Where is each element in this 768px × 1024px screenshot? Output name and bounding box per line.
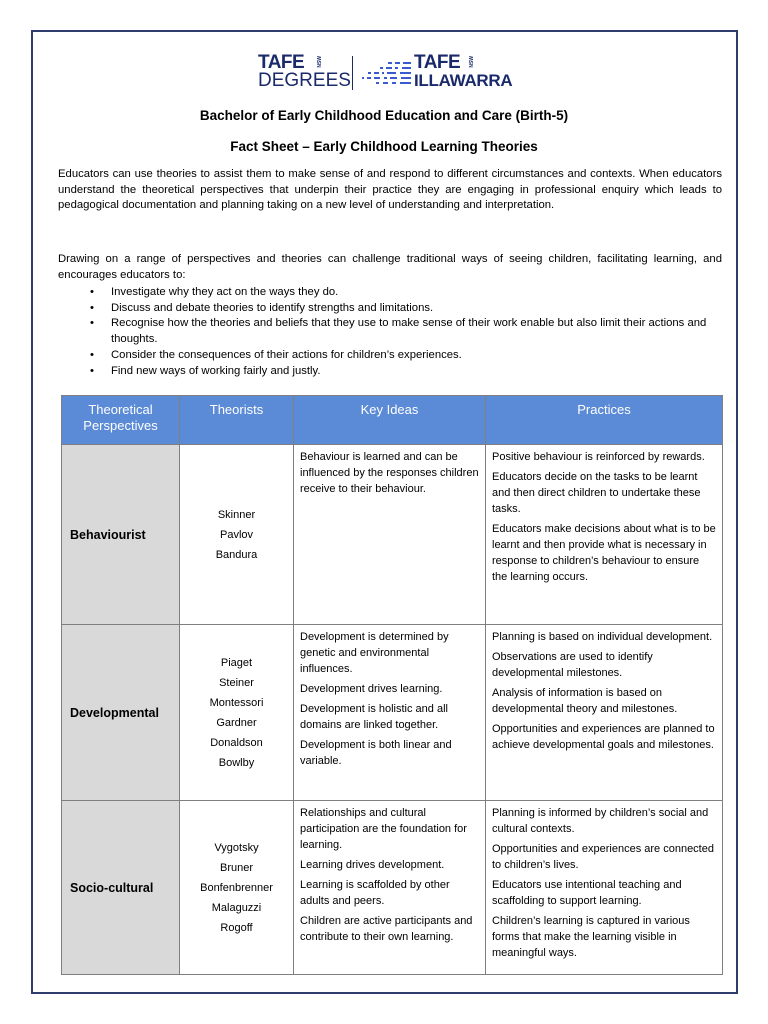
theorist: Bowlby — [218, 756, 255, 769]
dots-graphic-icon — [362, 60, 414, 88]
perspective-cell: Behaviourist — [62, 445, 180, 625]
theorist: Pavlov — [219, 528, 254, 541]
theorists-cell — [180, 625, 294, 801]
practice: Educators make decisions about what is to be learnt and then provide what is necessary in response to children’s behaviour to ensure the learning occurs. — [492, 523, 716, 583]
nsw-mark-left: NSW — [317, 56, 323, 68]
theorist: Malaguzzi — [211, 901, 262, 914]
table-row — [62, 445, 723, 625]
theorist: Bonfenbrenner — [200, 881, 273, 894]
theorists-cell — [180, 801, 294, 975]
document-title: Bachelor of Early Childhood Education and Care (Birth-5) — [199, 108, 569, 123]
list-item — [58, 364, 726, 380]
bullet-text: Consider the consequences of their actions for children’s experiences. — [111, 348, 462, 361]
practices-cell — [486, 445, 723, 625]
header-perspectives: Theoretical Perspectives — [62, 396, 180, 445]
perspective-cell: Socio-cultural — [62, 801, 180, 975]
perspective-cell: Developmental — [62, 625, 180, 801]
list-item — [58, 348, 726, 364]
practices-cell — [486, 801, 723, 975]
theorist: Skinner — [217, 508, 256, 521]
practice: Analysis of information is based on developmental theory and milestones. — [492, 687, 678, 715]
bullet-icon: • — [90, 317, 94, 330]
list-item — [58, 285, 726, 301]
theorist: Vygotsky — [214, 841, 259, 854]
table-header-row — [62, 396, 723, 445]
intro-paragraph-1: Educators can use theories to assist them to make sense of and respond to different circumstances and contexts. When educators understand the theoretical perspectives that underpin their practice they are engaging in professional enquiry which leads to pedagogical documentation and planning taking on a new level of understanding and interpretation. — [58, 168, 722, 212]
practice: Observations are used to identify developmental milestones. — [492, 651, 653, 679]
bullet-text: Recognise how the theories and beliefs that they use to make sense of their work enable but also limit their actions and thoughts. — [111, 317, 707, 346]
tafe-logo — [258, 54, 522, 94]
theorist: Steiner — [219, 676, 254, 689]
practice: Children’s learning is captured in various forms that make the learning visible in meaningful ways. — [492, 915, 690, 959]
key-idea: Development is holistic and all domains are linked together. — [300, 703, 448, 731]
theorists-cell — [180, 445, 294, 625]
practice: Opportunities and experiences are connected to children’s lives. — [492, 843, 714, 871]
tafe-illawarra-sub: ILLAWARRA — [414, 71, 513, 90]
practice: Planning is informed by children’s social and cultural contexts. — [492, 807, 709, 835]
practice: Educators decide on the tasks to be learnt and then direct children to undertake these tasks. — [492, 471, 701, 515]
theorist: Piaget — [220, 656, 253, 669]
intro-paragraph-2: Drawing on a range of perspectives and theories can challenge traditional ways of seeing children, facilitating learning, and encourages educators to: — [58, 253, 722, 281]
key-idea: Learning is scaffolded by other adults and peers. — [300, 879, 450, 907]
theorist: Bandura — [215, 548, 258, 561]
header-theorists: Theorists — [180, 396, 294, 445]
key-idea: Children are active participants and contribute to their own learning. — [300, 915, 473, 943]
practice: Opportunities and experiences are planned to achieve developmental goals and milestones. — [492, 723, 715, 751]
practice: Educators use intentional teaching and scaffolding to support learning. — [492, 879, 682, 907]
practices-cell — [486, 625, 723, 801]
table-row — [62, 801, 723, 975]
list-item — [58, 301, 726, 317]
key-ideas-cell — [294, 445, 486, 625]
bullet-icon: • — [90, 301, 94, 314]
header-key-ideas: Key Ideas — [294, 396, 486, 445]
list-item — [58, 316, 726, 347]
tafe-degrees-sub: DEGREES — [258, 70, 351, 91]
bullet-text: Discuss and debate theories to identify strengths and limitations. — [111, 301, 434, 314]
logo-divider — [352, 56, 353, 90]
key-idea: Learning drives development. — [300, 859, 445, 871]
key-ideas-cell — [294, 801, 486, 975]
key-idea: Development drives learning. — [300, 683, 443, 695]
header-practices: Practices — [486, 396, 723, 445]
bullet-text: Investigate why they act on the ways they do. — [111, 286, 339, 298]
nsw-mark-right: NSW — [469, 56, 475, 68]
key-idea: Relationships and cultural participation are the foundation for learning. — [300, 807, 467, 851]
key-idea: Development is both linear and variable. — [300, 739, 452, 767]
theories-table — [61, 395, 723, 975]
bullet-list — [58, 285, 726, 379]
bullet-icon: • — [90, 364, 94, 377]
bullet-icon: • — [90, 286, 94, 298]
bullet-icon: • — [90, 348, 94, 361]
key-ideas-cell — [294, 625, 486, 801]
bullet-text: Find new ways of working fairly and justly. — [111, 364, 321, 377]
key-idea: Development is determined by genetic and environmental influences. — [300, 631, 449, 675]
practice: Planning is based on individual development. — [492, 631, 713, 643]
theorist: Bruner — [219, 861, 254, 874]
tafe-degrees-brand: TAFE — [258, 52, 305, 73]
document-subtitle: Fact Sheet – Early Childhood Learning Theories — [230, 139, 538, 154]
table-row — [62, 625, 723, 801]
theorist: Rogoff — [220, 921, 253, 934]
theorist: Donaldson — [210, 736, 263, 749]
tafe-illawarra-brand: TAFE — [414, 52, 461, 73]
theorist: Montessori — [209, 696, 264, 709]
practice: Positive behaviour is reinforced by rewards. — [492, 451, 705, 463]
key-idea: Behaviour is learned and can be influenced by the responses children receive to their behaviour. — [300, 451, 479, 495]
theorist: Gardner — [216, 716, 257, 729]
